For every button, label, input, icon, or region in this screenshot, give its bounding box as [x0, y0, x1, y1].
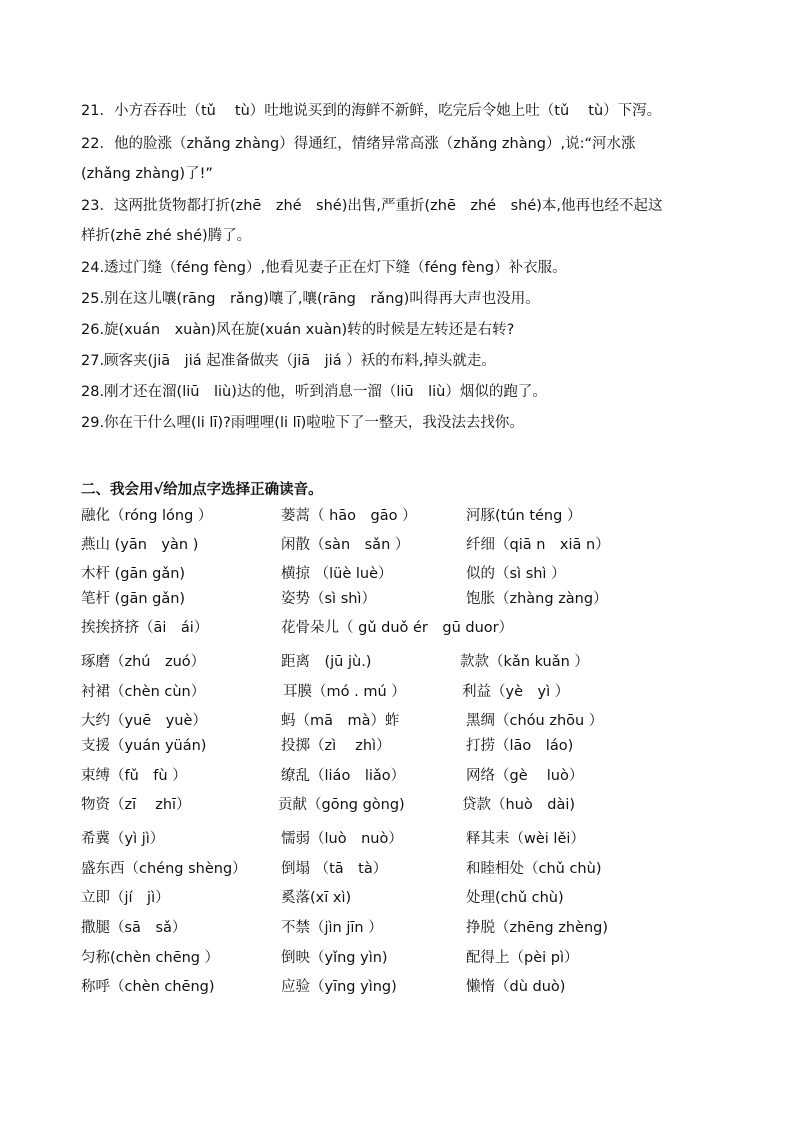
grid-cell: 倒塌 （tā tà） — [281, 861, 388, 877]
exercise-line-24: 24.透过门缝（féng fèng）,他看见妻子正在灯下缝（féng fèng）补衣服。 — [81, 260, 567, 276]
grid-cell: 倒映（yǐng yìn) — [281, 950, 388, 966]
grid-cell: 撒腿（sā sǎ） — [81, 920, 187, 936]
grid-cell: 网络（gè luò） — [466, 768, 584, 784]
grid-cell: 似的（sì shì ） — [466, 566, 566, 582]
grid-cell: 耳膜（mó . mú ） — [283, 684, 406, 700]
grid-cell: 贷款（huò dài) — [462, 797, 576, 813]
grid-cell: 饱胀（zhàng zàng） — [466, 591, 608, 607]
grid-cell: 燕山 (yān yàn ) — [81, 537, 199, 553]
grid-cell: 蚂（mā mà）蚱 — [281, 713, 400, 729]
grid-cell: 称呼（chèn chēng) — [81, 979, 215, 995]
grid-cell: 物资（zī zhī） — [81, 797, 191, 813]
exercise-line-29: 29.你在干什么哩(li lī)?雨哩哩(li lī)啦啦下了一整天，我没法去找你。 — [81, 415, 524, 431]
grid-cell: 笔杆 (gān gǎn) — [81, 591, 186, 607]
grid-cell: 束缚（fǔ fù ） — [81, 768, 187, 784]
exercise-line-23-cont: 样折(zhē zhé shé)腾了。 — [81, 228, 252, 244]
exercise-line-23: 23．这两批货物都打折(zhē zhé shé)出售,严重折(zhē zhé shé)本,他再也经不起这 — [81, 198, 663, 214]
grid-cell: 蒌蒿（ hāo gāo ） — [281, 508, 417, 524]
grid-cell: 木杆 (gān gǎn) — [81, 566, 186, 582]
grid-cell: 花骨朵儿（ gǔ duǒ ér gū duor） — [281, 620, 514, 636]
grid-cell: 不禁（jìn jīn ） — [281, 920, 383, 936]
exercise-line-26: 26.旋(xuán xuàn)风在旋(xuán xuàn)转的时候是左转还是右转? — [81, 322, 515, 338]
grid-cell: 支援（yuán yüán) — [81, 738, 207, 754]
exercise-line-25: 25.别在这儿嚷(rāng rǎng)嚷了,嚷(rāng rǎng)叫得再大声也没用。 — [81, 291, 540, 307]
grid-cell: 款款（kǎn kuǎn ） — [460, 654, 589, 670]
exercise-line-21: 21．小方吞吞吐（tǔ tù）吐地说买到的海鲜不新鲜，吃完后令她上吐（tǔ tù）下泻。 — [81, 103, 662, 119]
grid-cell: 匀称(chèn chēng ） — [81, 950, 220, 966]
grid-cell: 河豚(tún téng ） — [466, 508, 582, 524]
section-title: 二、我会用√给加点字选择正确读音。 — [81, 482, 323, 498]
grid-cell: 琢磨（zhú zuó） — [81, 654, 206, 670]
grid-cell: 利益（yè yì ） — [462, 684, 570, 700]
grid-cell: 盛东西（chéng shèng） — [81, 861, 247, 877]
grid-cell: 贡献（gōng gòng) — [278, 797, 405, 813]
exercise-line-22: 22．他的脸涨（zhǎng zhàng）得通红，情绪异常高涨（zhǎng zhàng）,说:“河水涨 — [81, 136, 636, 152]
grid-cell: 横掠 （lüè luè） — [281, 566, 393, 582]
grid-cell: 处理(chǔ chù) — [466, 890, 564, 906]
grid-cell: 大约（yuē yuè） — [81, 713, 207, 729]
grid-cell: 缭乱（liáo liǎo） — [281, 768, 406, 784]
grid-cell: 懦弱（luò nuò） — [281, 831, 403, 847]
grid-cell: 闲散（sàn sǎn ） — [281, 537, 410, 553]
grid-cell: 距离 (jū jù.) — [281, 654, 372, 670]
grid-cell: 懒惰（dù duò) — [466, 979, 566, 995]
grid-cell: 和睦相处（chǔ chù) — [466, 861, 602, 877]
grid-cell: 释其耒（wèi lěi） — [466, 831, 585, 847]
grid-cell: 投掷（zì zhì） — [281, 738, 391, 754]
exercise-line-27: 27.顾客夹(jiā jiá 起准备做夹（jiā jiá ）袄的布料,掉头就走。 — [81, 353, 496, 369]
grid-cell: 姿势（sì shì） — [281, 591, 376, 607]
exercise-line-28: 28.刚才还在溜(liū liù)达的他，听到消息一溜（liū liù）烟似的跑了。 — [81, 384, 547, 400]
grid-cell: 挣脱（zhēng zhèng) — [466, 920, 608, 936]
grid-cell: 挨挨挤挤（āi ái） — [81, 620, 209, 636]
grid-cell: 衬裙（chèn cùn） — [81, 684, 206, 700]
grid-cell: 黑绸（chóu zhōu ） — [466, 713, 604, 729]
grid-cell: 纤细（qiā n xiā n） — [466, 537, 610, 553]
grid-cell: 打捞（lāo láo) — [466, 738, 574, 754]
grid-cell: 奚落(xī xì) — [281, 890, 352, 906]
grid-cell: 融化（róng lóng ） — [81, 508, 213, 524]
grid-cell: 希冀（yì jì） — [81, 831, 165, 847]
exercise-line-22-cont: (zhǎng zhàng)了!” — [81, 166, 213, 182]
grid-cell: 配得上（pèi pì） — [466, 950, 579, 966]
grid-cell: 立即（jí jì） — [81, 890, 170, 906]
grid-cell: 应验（yīng yìng) — [281, 979, 397, 995]
